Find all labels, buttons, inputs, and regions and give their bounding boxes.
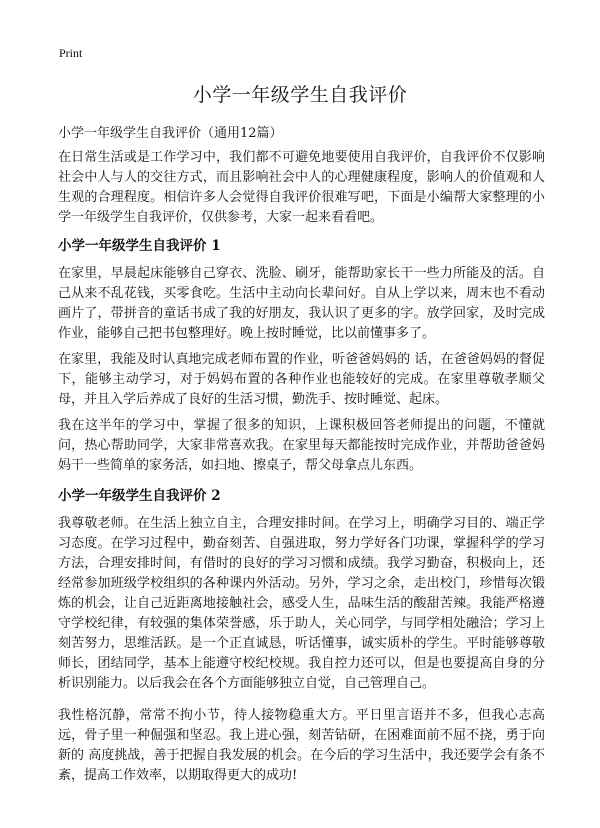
print-link[interactable]: Print	[59, 46, 83, 60]
section-2-paragraph-2: 我性格沉静，常常不拘小节，待人接物稳重大方。平日里言语并不多，但我心志高远，骨子里一种倔强和坚忍。我上进心强，刻苦钻研，在困难面前不屈不挠，勇于向新的 高度挑战，善于把握自我发展的机会。在今后的学习生活中，我还要学会有条不紊，提高工作效率，以期取得更大的成功!	[58, 708, 545, 783]
intro-paragraph: 在日常生活或是工作学习中，我们都不可避免地要使用自我评价，自我评价不仅影响社会中人与人的交往方式，而且影响社会中人的心理健康程度，影响人的价值观和人生观的合理程度。相信许多人会觉得自我评价很难写吧，下面是小编帮大家整理的小学一年级学生自我评价，仅供参考，大家一起来看看吧。	[58, 150, 545, 225]
section-heading-2: 小学一年级学生自我评价 2	[58, 488, 221, 504]
section-1-paragraph-3: 我在这半年的学习中，掌握了很多的知识，上课积极回答老师提出的问题，不懂就问，热心帮助同学，大家非常喜欢我。在家里每天都能按时完成作业，并帮助爸爸妈妈干一些简单的家务活，如扫地、擦桌子，帮父母拿点儿东西。	[58, 418, 545, 473]
section-1-paragraph-1: 在家里，早晨起床能够自己穿衣、洗脸、刷牙，能帮助家长干一些力所能及的活。自己从来不乱花钱，买零食吃。生活中主动向长辈问好。自从上学以来，周末也不看动画片了，带拼音的童话书成了我的好朋友，我认识了更多的字。放学回家，及时完成作业，能够自己把书包整理好。晚上按时睡觉，比以前懂事多了。	[58, 266, 545, 341]
document-subtitle: 小学一年级学生自我评价（通用12篇）	[58, 126, 283, 141]
section-heading-1: 小学一年级学生自我评价 1	[58, 238, 221, 254]
section-2-paragraph-1: 我尊敬老师。在生活上独立自主，合理安排时间。在学习上，明确学习目的、端正学习态度。在学习过程中，勤奋刻苦、自强进取，努力学好各门功课，掌握科学的学习方法，合理安排时间，有借时的良好的学习习惯和成绩。我学习勤奋，积极向上，还经常参加班级学校组织的各种课内外活动。另外，学习之余，走出校门，珍惜每次锻炼的机会，让自己近距离地接触社会，感受人生，品味生活的酸甜苦辣。我能严格遵守学校纪律，有较强的集体荣誉感，乐于助人，关心同学，与同学相处融洽；学习上刻苦努力，思维活跃。是一个正直诚恳，听话懂事，诚实质朴的学生。平时能够尊敬师长，团结同学，基本上能遵守校纪校规。我自控力还可以，但是也要提高自身的分析识别能力。以后我会在各个方面能够独立自觉，自己管理自己。	[58, 516, 545, 691]
page-title: 小学一年级学生自我评价	[192, 84, 408, 106]
section-1-paragraph-2: 在家里，我能及时认真地完成老师布置的作业，听爸爸妈妈的 话，在爸爸妈妈的督促下，能够主动学习，对于妈妈布置的各种作业也能较好的完成。在家里尊敬孝顺父母，并且入学后养成了良好的生活习惯，勤洗手、按时睡觉、起床。	[58, 352, 545, 407]
